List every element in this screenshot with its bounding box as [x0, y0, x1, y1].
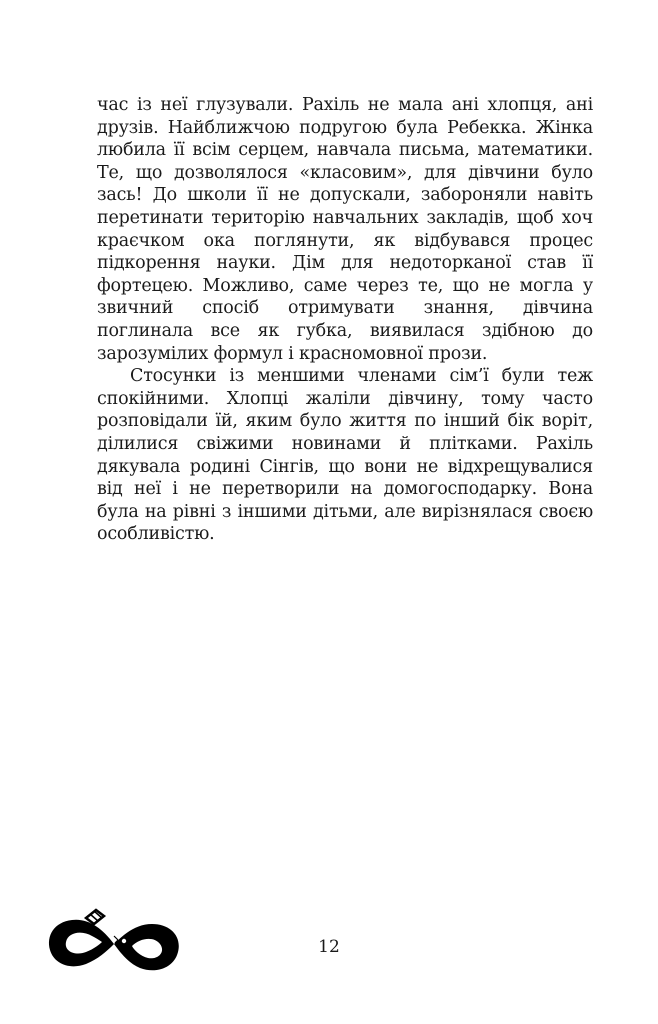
paragraph-1: час із неї глузували. Рахіль не мала ані хлопця, ані друзів. Найближчою подругою була Ребекка. Жінка любила її всім серцем, навчала письма, математики. Те, що дозволялося «класовим», для дівчини було зась! До школи її не допускали, забороняли навіть перетинати територію навчальних закладів, щоб хоч краєчком ока поглянути, як відбувався процес підкорення науки. Дім для недоторканої став її фортецею. Можливо, саме через те, що не могла у звичний спосіб отримувати знання, дівчина поглинала все як губка, виявилася здібною до зарозумілих формул і красномовної прози.: [97, 95, 593, 364]
paragraph-2: Стосунки із меншими членами сім’ї були теж спокійними. Хлопці жаліли дівчину, тому часто розповідали їй, яким було життя по інший бік воріт, ділилися свіжими новинами й плітками. Рахіль дякувала родині Сінгів, що вони не відхрещувалися від неї і не перетворили на домогосподарку. Вона була на рівні з іншими дітьми, але вирізнялася своєю особливістю.: [97, 366, 593, 545]
page-number: 12: [318, 937, 340, 957]
body-text: [97, 94, 593, 546]
